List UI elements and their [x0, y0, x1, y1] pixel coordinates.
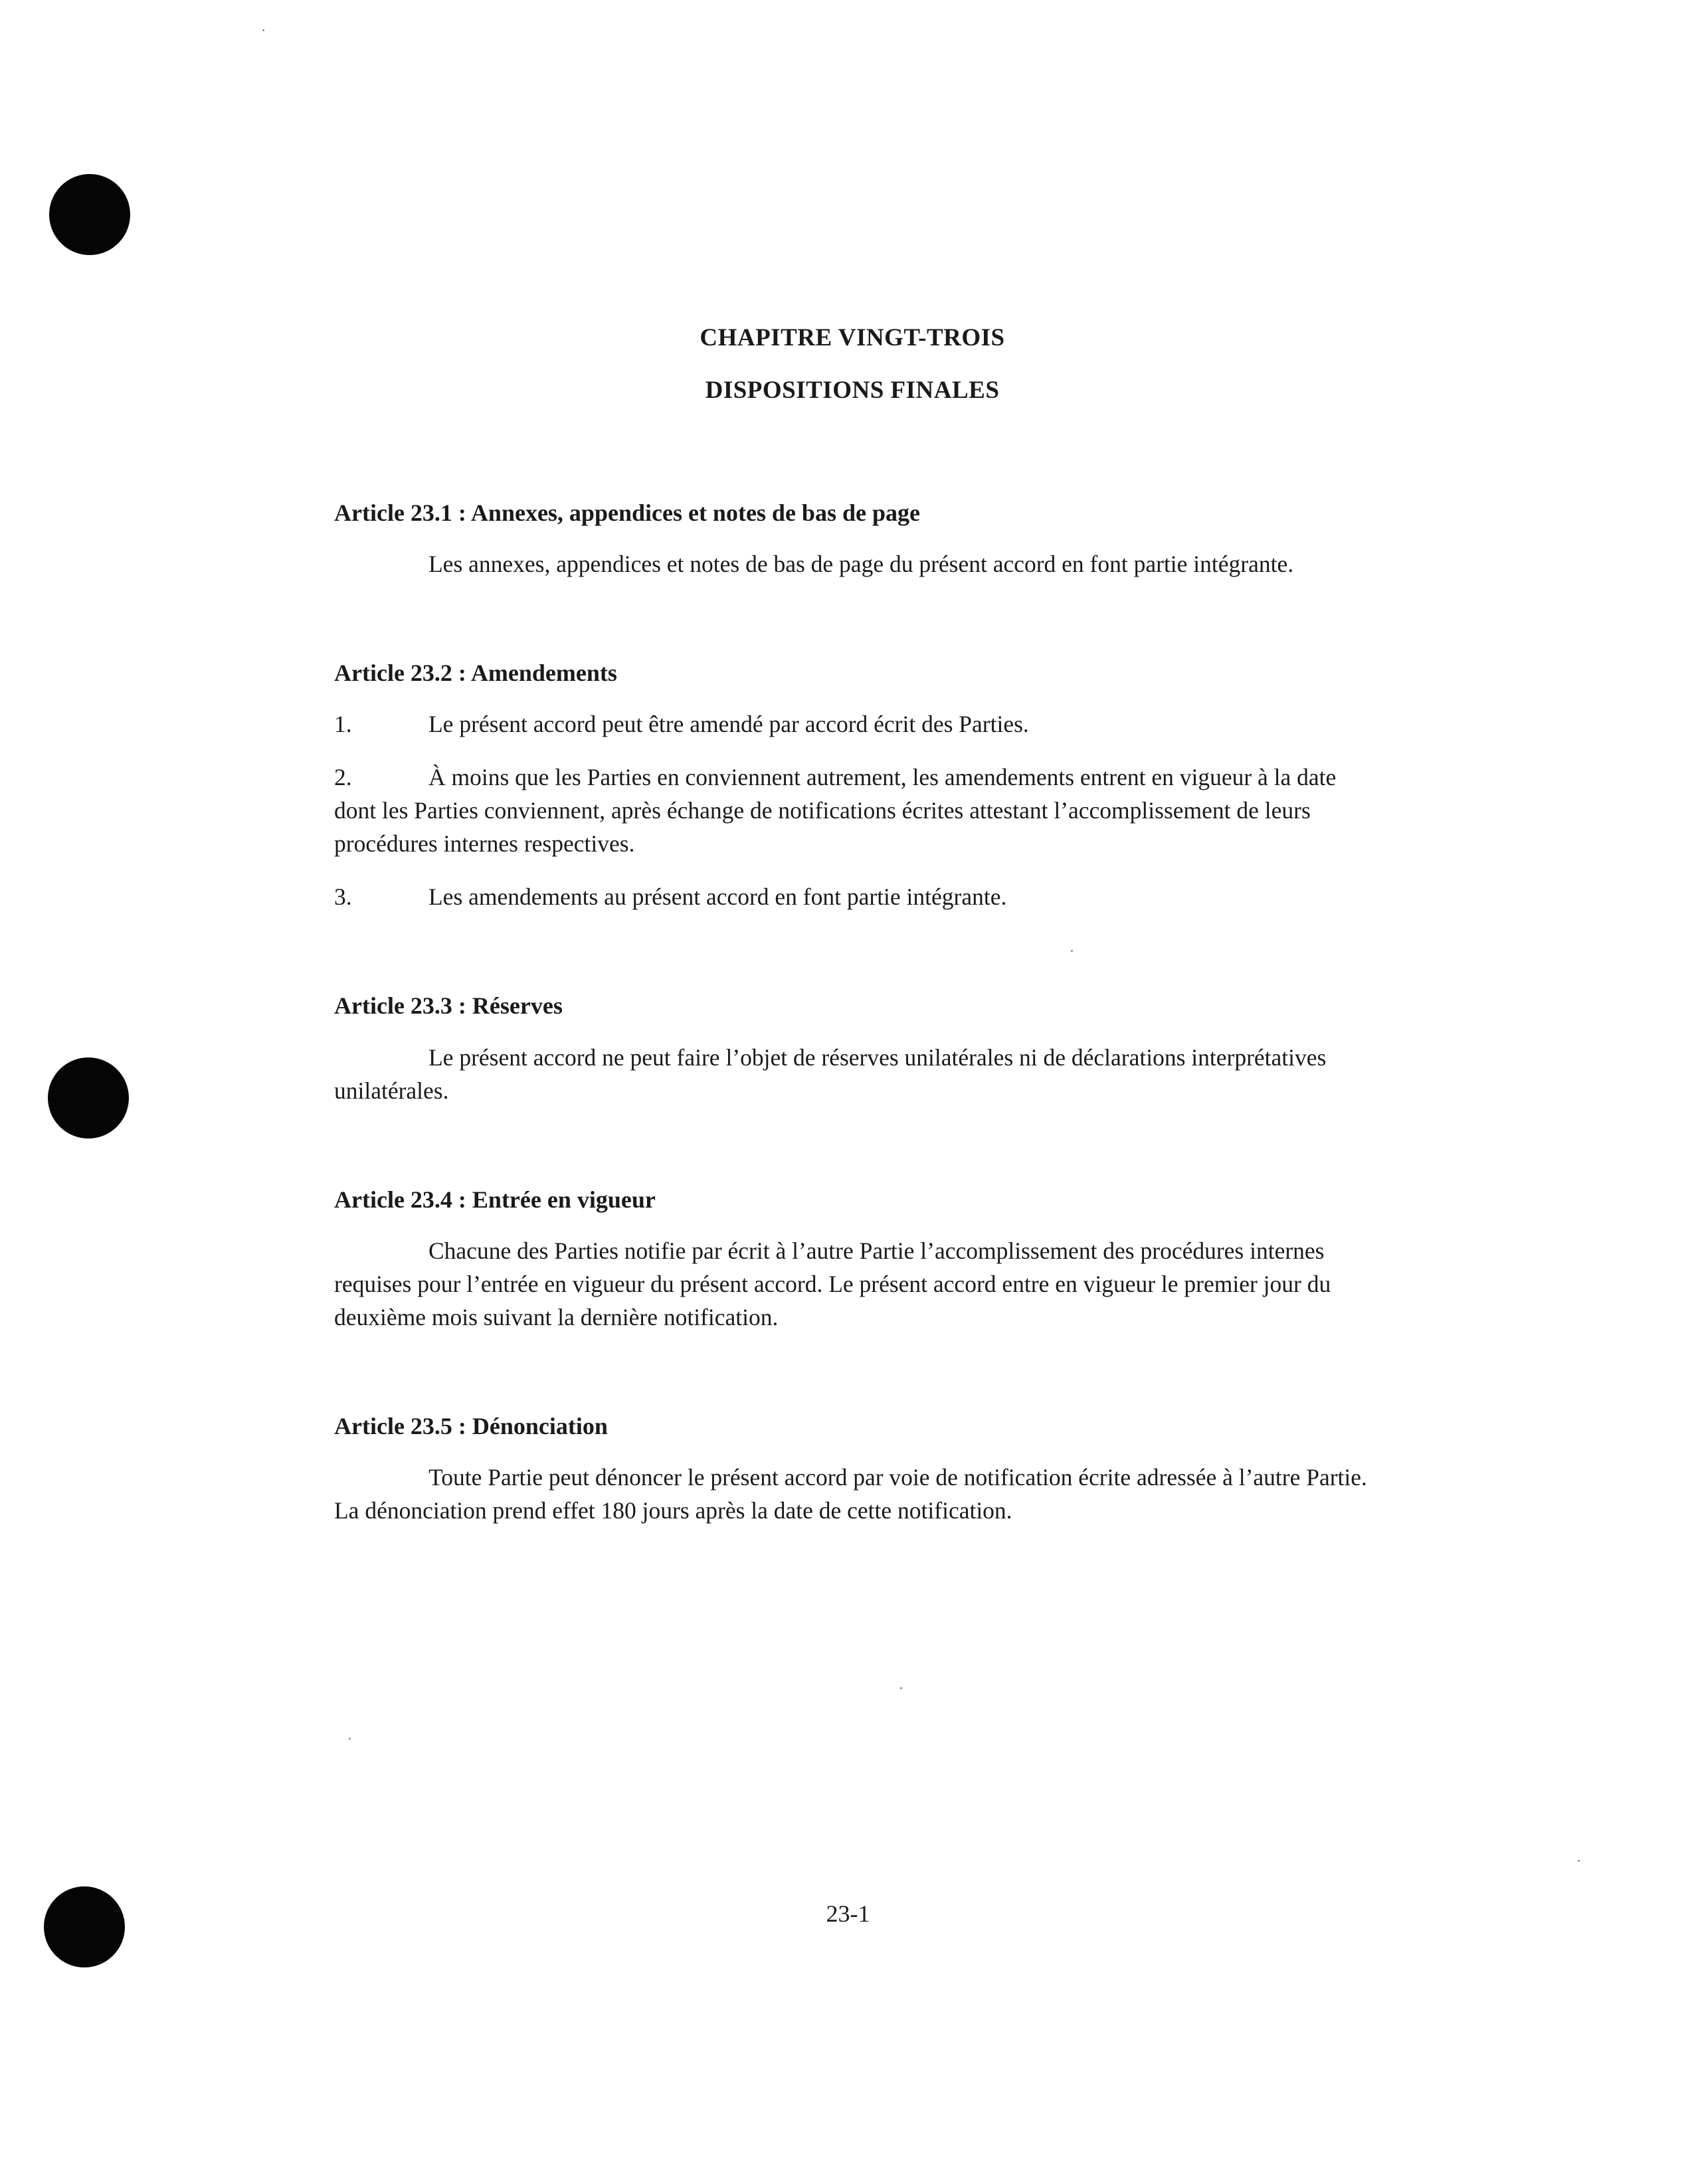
article-23-4	[334, 1186, 1370, 1334]
scan-speck	[1578, 1860, 1580, 1862]
document-body	[334, 325, 1370, 1605]
paragraph-text: Le présent accord peut être amendé par accord écrit des Parties.	[428, 711, 1029, 738]
article-heading: Article 23.1 : Annexes, appendices et notes de bas de page	[334, 500, 920, 526]
scan-speck	[262, 29, 264, 31]
article-paragraph: Le présent accord ne peut faire l’objet de réserves unilatérales ni de déclarations interprétatives unilatérales.	[334, 1044, 1327, 1104]
scan-speck	[349, 1738, 351, 1740]
numbered-paragraph	[334, 707, 1370, 741]
article-heading: Article 23.4 : Entrée en vigueur	[334, 1186, 656, 1213]
paragraph-number: 3.	[334, 883, 352, 911]
article-heading: Article 23.5 : Dénonciation	[334, 1412, 608, 1439]
scan-speck	[900, 1687, 902, 1689]
paragraph-number: 2.	[334, 764, 352, 791]
chapter-title: CHAPITRE VINGT-TROIS	[700, 324, 1005, 351]
article-23-1	[334, 499, 1370, 581]
punch-hole	[48, 1057, 129, 1138]
article-23-3	[334, 992, 1370, 1107]
article-23-5	[334, 1412, 1370, 1527]
paragraph-text: Les amendements au présent accord en font partie intégrante.	[428, 883, 1007, 911]
article-heading: Article 23.2 : Amendements	[334, 660, 617, 687]
article-heading: Article 23.3 : Réserves	[334, 992, 563, 1020]
article-paragraph: Chacune des Parties notifie par écrit à l’autre Partie l’accomplissement des procédures internes requises pour l’entrée en vigueur du présent accord. Le présent accord entre en vigueur le premier jour du deuxième mois suivant la dernière notification.	[334, 1237, 1331, 1330]
paragraph-number: 1.	[334, 711, 352, 738]
article-paragraph: Les annexes, appendices et notes de bas de page du présent accord en font partie intégrante.	[428, 551, 1294, 578]
article-paragraph: Toute Partie peut dénoncer le présent accord par voie de notification écrite adressée à l’autre Partie. La dénonciation prend effet 180 jours après la date de cette notification.	[334, 1463, 1367, 1524]
paragraph-text: À moins que les Parties en conviennent autrement, les amendements entrent en vigueur à la date dont les Parties conviennent, après échange de notifications écrites attestant l’accomplissement de leurs procédures internes respectives.	[334, 764, 1337, 858]
numbered-paragraph	[334, 880, 1370, 913]
article-23-2	[334, 659, 1370, 913]
numbered-paragraph	[334, 761, 1370, 860]
chapter-subtitle: DISPOSITIONS FINALES	[705, 377, 1000, 404]
punch-hole	[49, 174, 130, 255]
page-number: 23-1	[826, 1900, 870, 1927]
